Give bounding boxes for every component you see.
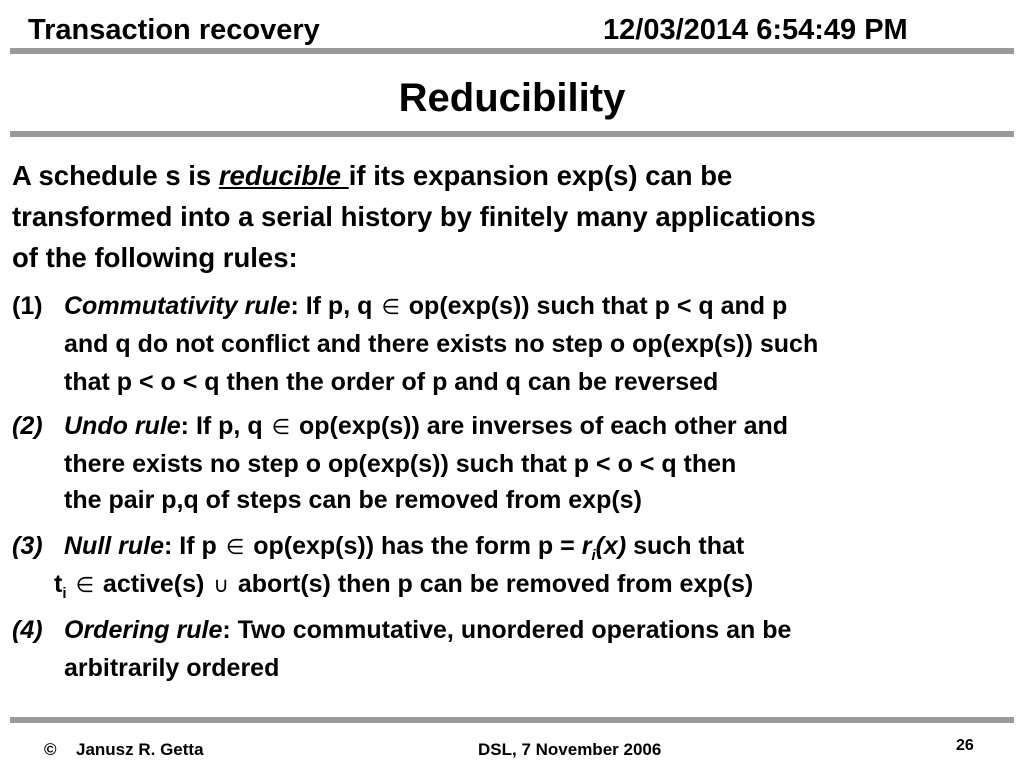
rule-name: Undo rule bbox=[64, 412, 181, 440]
transaction-subscript: i bbox=[62, 585, 67, 602]
rule-line-2: arbitrarily ordered bbox=[64, 654, 280, 682]
rule-name: Null rule bbox=[64, 532, 165, 560]
header-timestamp: 12/03/2014 6:54:49 PM bbox=[603, 14, 908, 46]
rule-line-2: $t_i$ ∈ active(s) ∪ abort(s) then p can be removed from exp(s) bbox=[54, 570, 754, 602]
footer-divider bbox=[10, 717, 1014, 723]
rule-number: (1) bbox=[12, 292, 43, 320]
copyright-symbol: © bbox=[44, 740, 57, 759]
intro-line-2: transformed into a serial history by finitely many applications bbox=[12, 201, 816, 232]
page-number: 26 bbox=[956, 737, 974, 754]
rule-line-3: the pair p,q of steps can be removed from exp(s) bbox=[64, 486, 642, 514]
rule-line-3: that p < o < q then the order of p and q can be reversed bbox=[64, 368, 719, 396]
footer-center: DSL, 7 November 2006 bbox=[478, 740, 662, 759]
reducible-term: reducible bbox=[218, 160, 349, 191]
element-of-symbol: ∈ bbox=[381, 295, 400, 320]
rule-number: (2) bbox=[12, 412, 43, 440]
rule-name: Commutativity rule bbox=[64, 292, 291, 320]
title-divider bbox=[10, 131, 1014, 137]
header-divider bbox=[10, 48, 1014, 54]
intro-line-1: A schedule s is reducible if its expansion exp(s) can be bbox=[12, 160, 733, 191]
transaction-t: t bbox=[54, 570, 63, 598]
rule-number: (3) bbox=[12, 532, 43, 560]
read-op-arg: (x) bbox=[595, 532, 627, 560]
rule-number: (4) bbox=[12, 616, 43, 644]
rule-line-2: and q do not conflict and there exists no step o op(exp(s)) such bbox=[64, 330, 819, 358]
union-symbol: ∪ bbox=[213, 573, 229, 598]
element-of-symbol: ∈ bbox=[271, 415, 291, 440]
rule-line-1: Ordering rule: Two commutative, unordered operations an be bbox=[64, 616, 792, 644]
slide-title: Reducibility bbox=[398, 76, 626, 120]
rule-line-1: Undo rule: If p, q ∈ op(exp(s)) are inverses of each other and bbox=[64, 412, 789, 440]
rule-name: Ordering rule bbox=[64, 616, 223, 644]
read-op-subscript: i bbox=[591, 547, 596, 564]
read-op: r bbox=[581, 532, 592, 560]
intro-line-3: of the following rules: bbox=[12, 242, 298, 273]
header-left: Transaction recovery bbox=[28, 14, 320, 46]
element-of-symbol: ∈ bbox=[225, 535, 245, 560]
rule-line-1: Null rule: If p ∈ op(exp(s)) has the form $p = r_i(x)$ such that bbox=[64, 532, 745, 564]
element-of-symbol: ∈ bbox=[75, 573, 94, 598]
rule-line-1: Commutativity rule: If p, q ∈ op(exp(s)) such that p < q and p bbox=[64, 292, 788, 320]
footer-author: Janusz R. Getta bbox=[76, 740, 204, 759]
rule-line-2: there exists no step o op(exp(s)) such that p < o < q then bbox=[64, 450, 737, 478]
